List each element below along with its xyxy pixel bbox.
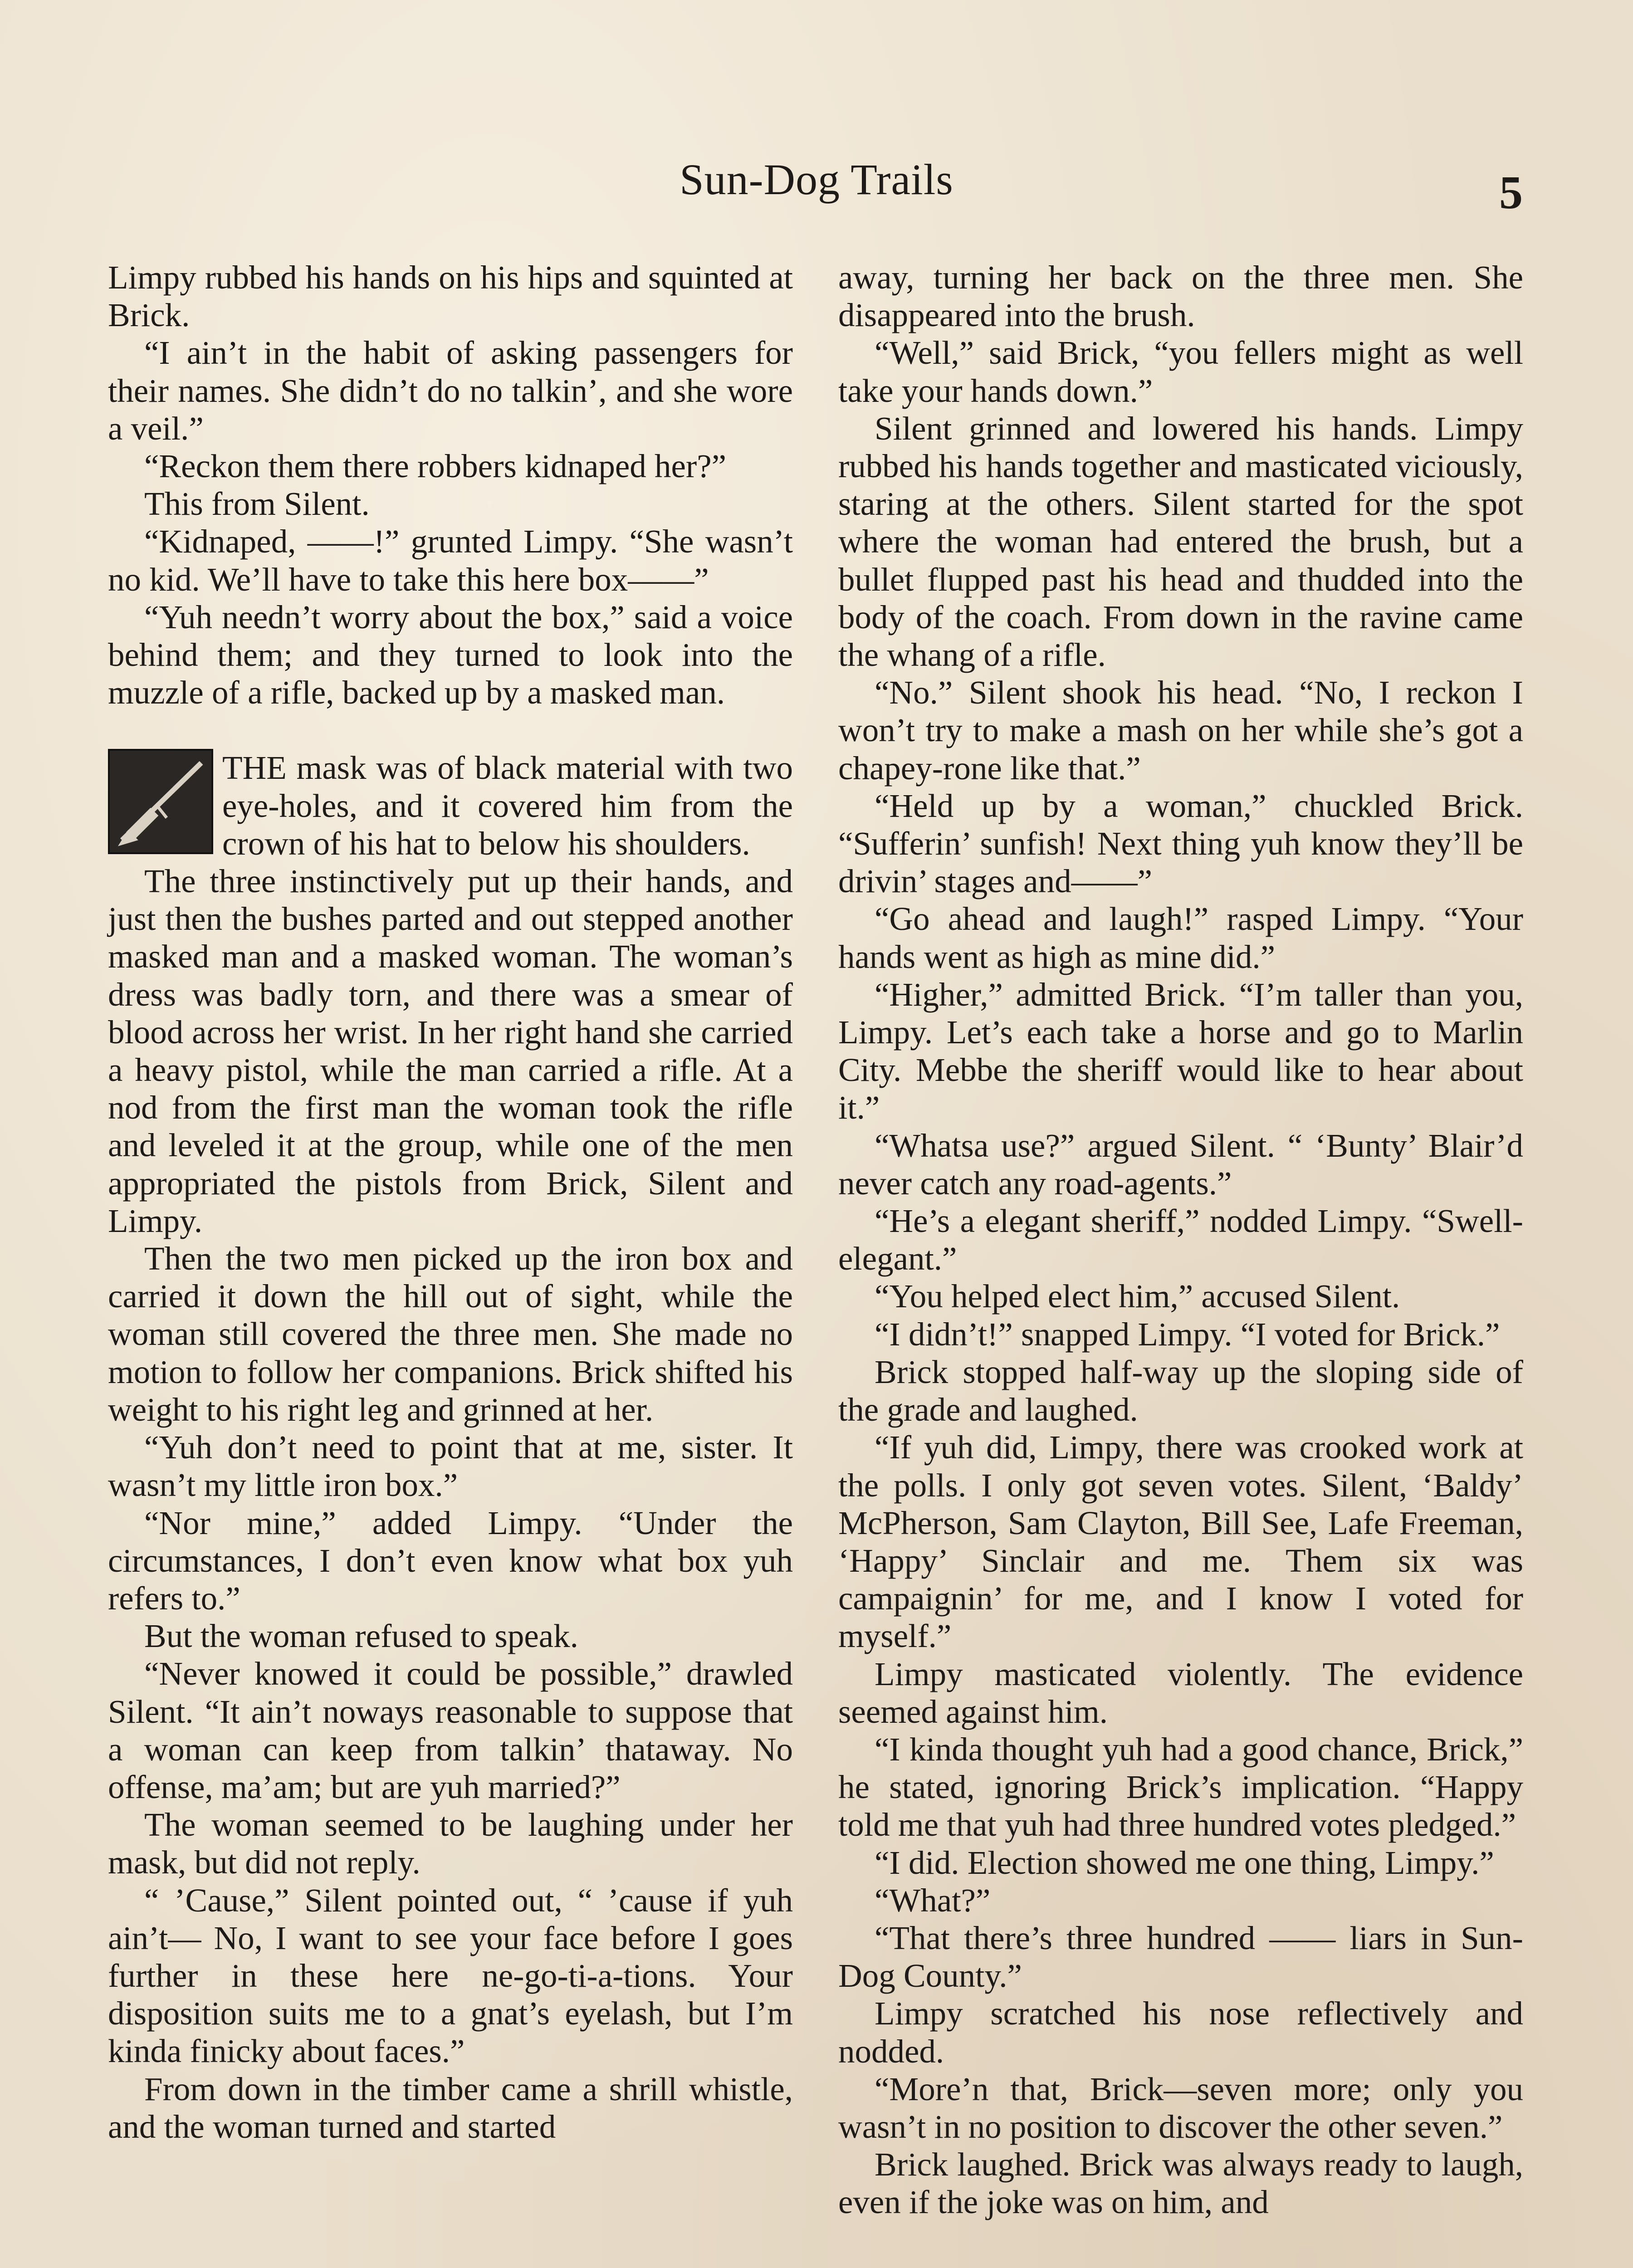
paragraph: “Kidnaped, ——!” grunted Limpy. “She wasn’t no kid. We’ll have to take this here box——” [108,523,793,598]
paragraph: “Reckon them there robbers kidnaped her?” [144,448,727,485]
rifle-icon [108,749,213,854]
paragraph: “Yuh don’t need to point that at me, sister. It wasn’t my little iron box.” [108,1429,793,1504]
running-head-title: Sun-Dog Trails [680,155,953,204]
paragraph: “ ’Cause,” Silent pointed out, “ ’cause if yuh ain’t— No, I want to see your face before I goes further in these here ne-go-ti-a-tions. Your disposition suits me to a gnat’s eyelash, but I’m kinda finicky about faces.” [108,1882,793,2070]
paragraph: “If yuh did, Limpy, there was crooked work at the polls. I only got seven votes. Silent, ‘Baldy’ McPherson, Sam Clayton, Bill See, Lafe Freeman, ‘Happy’ Sinclair and me. Them six was campaignin’ for me, and I know I voted for myself.” [838,1429,1523,1655]
paragraph: Brick laughed. Brick was always ready to laugh, even if the joke was on him, and [838,2146,1523,2221]
paragraph: THE mask was of black material with two eye-holes, and it covered him from the crown of his hat to below his shoulders. [222,749,793,862]
paragraph: “He’s a elegant sheriff,” nodded Limpy. “Swell-elegant.” [838,1202,1523,1277]
paragraph: Limpy rubbed his hands on his hips and squinted at Brick. [108,259,793,334]
paragraph: “More’n that, Brick—seven more; only you wasn’t in no position to discover the other seven.” [838,2070,1523,2145]
paragraph: “I didn’t!” snapped Limpy. “I voted for Brick.” [875,1315,1500,1353]
page-number: 5 [1499,166,1523,219]
paragraph: From down in the timber came a shrill whistle, and the woman turned and started [108,2070,793,2145]
paragraph: The three instinctively put up their hands, and just then the bushes parted and out stepped another masked man and a masked woman. The woman’s dress was badly torn, and there was a smear of blood across her wrist. In her right hand she carried a heavy pistol, while the man carried a rifle. At a nod from the first man the woman took the rifle and leveled it at the group, while one of the men appropriated the pistols from Brick, Silent and Limpy. [108,863,793,1239]
paragraph: “Nor mine,” added Limpy. “Under the circumstances, I don’t even know what box yuh refers to.” [108,1504,793,1617]
paragraph: “No.” Silent shook his head. “No, I reckon I won’t try to make a mash on her while she’s got a chapey-rone like that.” [838,674,1523,787]
paragraph: “Well,” said Brick, “you fellers might as well take your hands down.” [838,334,1523,409]
paragraph: “I ain’t in the habit of asking passengers for their names. She didn’t do no talkin’, and she wore a veil.” [108,334,793,447]
paragraph: Brick stopped half-way up the sloping side of the grade and laughed. [838,1353,1523,1428]
paragraph: “Never knowed it could be possible,” drawled Silent. “It ain’t noways reasonable to suppose that a woman can keep from talkin’ thataway. No offense, ma’am; but are yuh married?” [108,1655,793,1805]
paragraph: Limpy masticated violently. The evidence seemed against him. [838,1655,1523,1730]
paragraph: “Go ahead and laugh!” rasped Limpy. “Your hands went as high as mine did.” [838,900,1523,975]
paragraph: “What?” [875,1882,991,1919]
paragraph: Then the two men picked up the iron box and carried it down the hill out of sight, while the woman still covered the three men. She made no motion to follow her companions. Brick shifted his weight to his right leg and grinned at her. [108,1240,793,1428]
paragraph: “Higher,” admitted Brick. “I’m taller than you, Limpy. Let’s each take a horse and go to Marlin City. Mebbe the sheriff would like to hear about it.” [838,976,1523,1126]
paragraph: Limpy scratched his nose reflectively and nodded. [838,1995,1523,2070]
section-start [108,749,793,862]
paragraph: “Yuh needn’t worry about the box,” said a voice behind them; and they turned to look into the muzzle of a rifle, backed up by a masked man. [108,598,793,711]
paragraph: “You helped elect him,” accused Silent. [875,1278,1400,1315]
paragraph: Silent grinned and lowered his hands. Limpy rubbed his hands together and masticated viciously, staring at the others. Silent started for the spot where the woman had entered the brush, but a bullet flupped past his head and thudded into the body of the coach. From down in the ravine came the whang of a rifle. [838,410,1523,674]
paragraph: “Held up by a woman,” chuckled Brick. “Sufferin’ sunfish! Next thing yuh know they’ll be drivin’ stages and——” [838,787,1523,900]
paragraph: This from Silent. [144,485,370,523]
paragraph: “That there’s three hundred —— liars in Sun-Dog County.” [838,1919,1523,1994]
left-column [108,259,793,2146]
paragraph: “I did. Election showed me one thing, Limpy.” [875,1844,1494,1881]
paragraph: “I kinda thought yuh had a good chance, Brick,” he stated, ignoring Brick’s implication. “Happy told me that yuh had three hundred votes pledged.” [838,1730,1523,1843]
paragraph: But the woman refused to speak. [144,1618,578,1655]
paragraph: The woman seemed to be laughing under her mask, but did not reply. [108,1806,793,1881]
right-column [838,259,1523,2221]
paragraph: “Whatsa use?” argued Silent. “ ‘Bunty’ Blair’d never catch any road-agents.” [838,1127,1523,1202]
paragraph: away, turning her back on the three men. She disappeared into the brush. [838,259,1523,334]
